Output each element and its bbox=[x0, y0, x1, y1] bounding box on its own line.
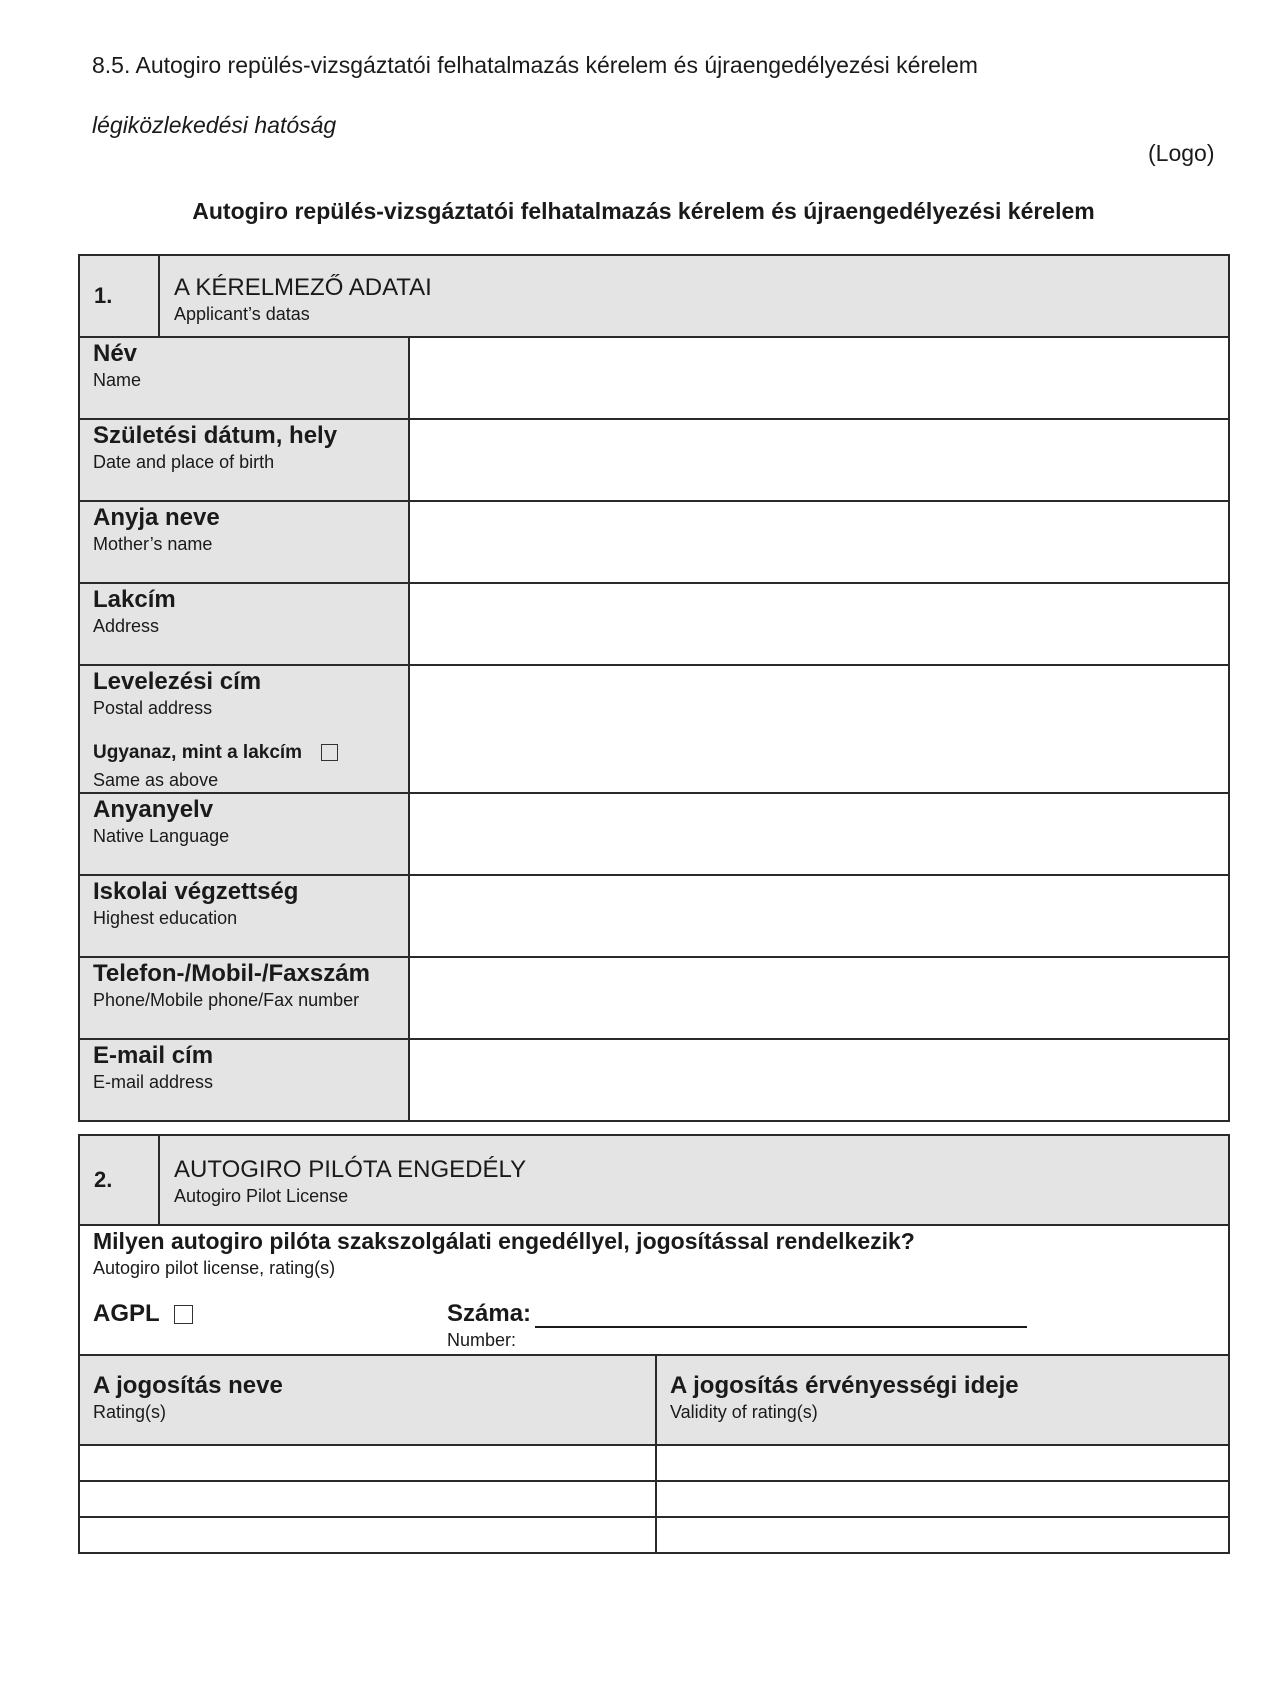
rating-name-cell[interactable] bbox=[80, 1446, 655, 1480]
number-sublabel: Number: bbox=[447, 1330, 517, 1350]
authority-name: légiközlekedési hatóság bbox=[92, 112, 337, 138]
form-title: Autogiro repülés-vizsgáztatói felhatalmazás kérelem és újraengedélyezési kérelem bbox=[192, 198, 1095, 224]
same-as-above-checkbox[interactable] bbox=[321, 744, 338, 761]
section-subtitle: Autogiro Pilot License bbox=[174, 1186, 349, 1206]
field-row-mother bbox=[80, 502, 1228, 584]
rating-name-subheader: Rating(s) bbox=[93, 1402, 167, 1422]
field-label: Iskolai végzettség bbox=[93, 878, 299, 905]
field-label-cell bbox=[80, 338, 410, 418]
document-heading: 8.5. Autogiro repülés-vizsgáztatói felhatalmazás kérelem és újraengedélyezési kérelem bbox=[92, 52, 978, 78]
field-label: Telefon-/Mobil-/Faxszám bbox=[93, 960, 370, 987]
field-row-phone bbox=[80, 958, 1228, 1040]
field-label-cell bbox=[80, 666, 410, 792]
field-label: Anyanyelv bbox=[93, 796, 214, 823]
field-row-birth bbox=[80, 420, 1228, 502]
rating-validity-subheader: Validity of rating(s) bbox=[670, 1402, 818, 1422]
section-title: AUTOGIRO PILÓTA ENGEDÉLY bbox=[174, 1156, 527, 1183]
section-applicant-data bbox=[78, 254, 1230, 1122]
section-number: 2. bbox=[80, 1136, 160, 1224]
rating-validity-header: A jogosítás érvényességi ideje bbox=[670, 1372, 1019, 1399]
field-sublabel: Date and place of birth bbox=[93, 452, 275, 472]
field-sublabel: Mother’s name bbox=[93, 534, 213, 554]
agpl-label: AGPL bbox=[93, 1300, 160, 1327]
field-row-email bbox=[80, 1040, 1228, 1120]
license-question: Milyen autogiro pilóta szakszolgálati engedéllyel, jogosítással rendelkezik? bbox=[93, 1228, 915, 1254]
field-sublabel: Address bbox=[93, 616, 160, 636]
field-row-education bbox=[80, 876, 1228, 958]
field-row-postal bbox=[80, 666, 1228, 794]
field-label: Születési dátum, hely bbox=[93, 422, 338, 449]
same-as-above-option bbox=[93, 742, 338, 764]
license-question-block bbox=[80, 1226, 1228, 1356]
phone-field[interactable] bbox=[410, 958, 1228, 1038]
section-header bbox=[80, 256, 1228, 338]
field-row-language bbox=[80, 794, 1228, 876]
rating-name-cell[interactable] bbox=[80, 1518, 655, 1554]
field-label-cell bbox=[80, 794, 410, 874]
rating-validity-cell[interactable] bbox=[657, 1482, 1228, 1516]
number-label: Száma: bbox=[447, 1300, 532, 1327]
rating-table-header bbox=[80, 1356, 1228, 1446]
field-row-name bbox=[80, 338, 1228, 420]
agpl-option bbox=[93, 1300, 193, 1328]
field-label-cell bbox=[80, 958, 410, 1038]
rating-name-header: A jogosítás neve bbox=[93, 1372, 283, 1399]
field-label-cell bbox=[80, 1040, 410, 1120]
birth-field[interactable] bbox=[410, 420, 1228, 500]
logo-placeholder: (Logo) bbox=[1148, 140, 1215, 166]
same-as-above-label: Ugyanaz, mint a lakcím bbox=[93, 742, 303, 763]
native-language-field[interactable] bbox=[410, 794, 1228, 874]
field-sublabel: Native Language bbox=[93, 826, 230, 846]
field-sublabel: E-mail address bbox=[93, 1072, 214, 1092]
column-divider bbox=[655, 1356, 657, 1444]
education-field[interactable] bbox=[410, 876, 1228, 956]
field-sublabel: Highest education bbox=[93, 908, 238, 928]
rating-row bbox=[80, 1446, 1228, 1482]
section-header bbox=[80, 1136, 1228, 1226]
field-label-cell bbox=[80, 876, 410, 956]
field-sublabel: Phone/Mobile phone/Fax number bbox=[93, 990, 360, 1010]
same-as-above-sublabel: Same as above bbox=[93, 770, 219, 790]
rating-validity-cell[interactable] bbox=[657, 1446, 1228, 1480]
mother-name-field[interactable] bbox=[410, 502, 1228, 582]
field-label-cell bbox=[80, 502, 410, 582]
field-sublabel: Name bbox=[93, 370, 142, 390]
field-label-cell bbox=[80, 584, 410, 664]
section-title: A KÉRELMEZŐ ADATAI bbox=[174, 274, 432, 301]
section-pilot-license bbox=[78, 1134, 1230, 1554]
license-number-input[interactable] bbox=[535, 1326, 1027, 1328]
email-field[interactable] bbox=[410, 1040, 1228, 1120]
field-row-address bbox=[80, 584, 1228, 666]
rating-name-cell[interactable] bbox=[80, 1482, 655, 1516]
agpl-checkbox[interactable] bbox=[174, 1305, 193, 1324]
field-label: E-mail cím bbox=[93, 1042, 214, 1069]
rating-row bbox=[80, 1518, 1228, 1554]
address-field[interactable] bbox=[410, 584, 1228, 664]
postal-address-field[interactable] bbox=[410, 666, 1228, 792]
license-question-sub: Autogiro pilot license, rating(s) bbox=[93, 1258, 336, 1278]
section-number: 1. bbox=[80, 256, 160, 336]
field-label: Név bbox=[93, 340, 138, 367]
rating-row bbox=[80, 1482, 1228, 1518]
field-label: Lakcím bbox=[93, 586, 176, 613]
rating-validity-cell[interactable] bbox=[657, 1518, 1228, 1554]
field-sublabel: Postal address bbox=[93, 698, 213, 718]
field-label: Levelezési cím bbox=[93, 668, 262, 695]
section-subtitle: Applicant’s datas bbox=[174, 304, 310, 324]
field-label: Anyja neve bbox=[93, 504, 220, 531]
field-label-cell bbox=[80, 420, 410, 500]
name-field[interactable] bbox=[410, 338, 1228, 418]
